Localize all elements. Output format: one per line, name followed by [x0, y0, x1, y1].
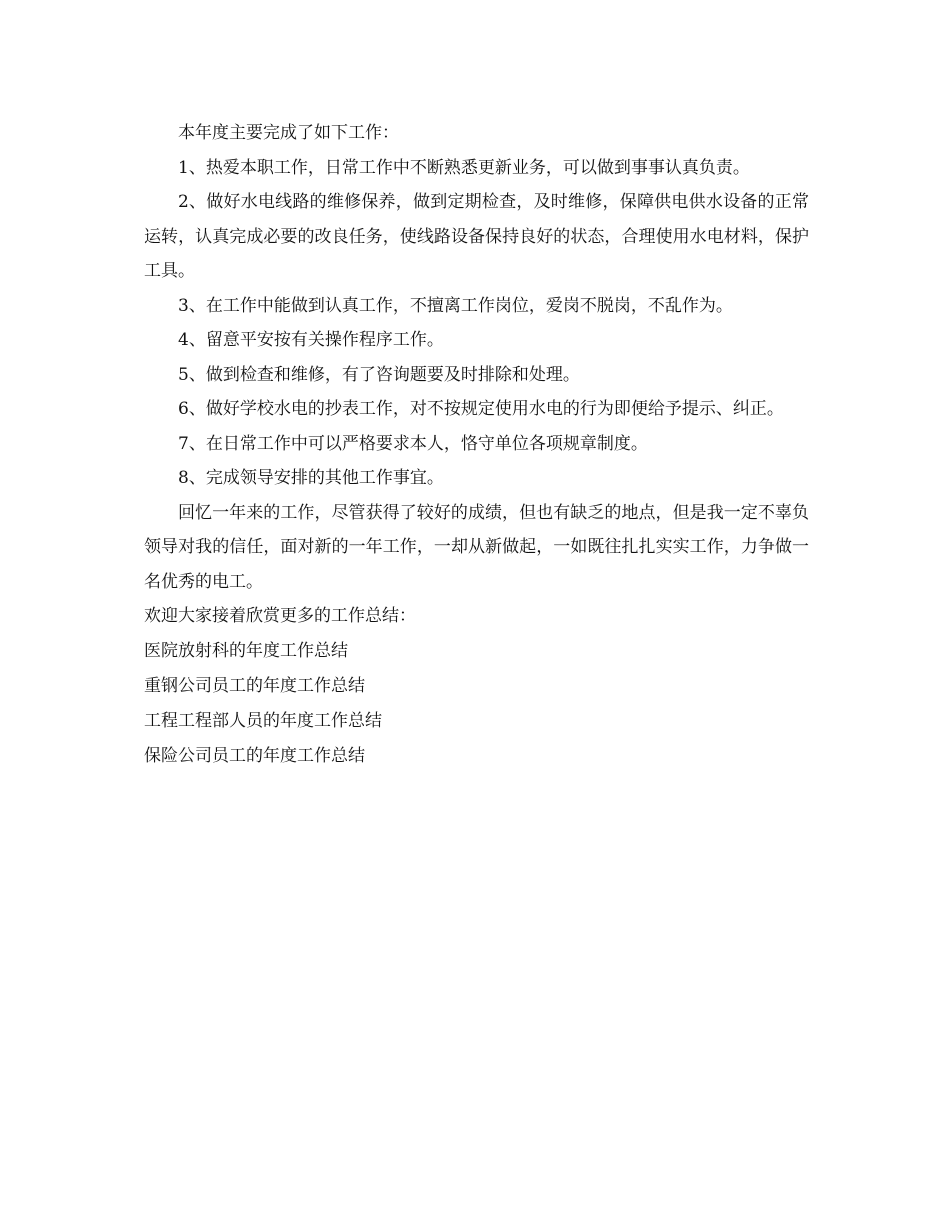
paragraph-item-3: 3、在工作中能做到认真工作，不擅离工作岗位，爱岗不脱岗，不乱作为。 [178, 295, 733, 316]
paragraph-item-1: 1、热爱本职工作，日常工作中不断熟悉更新业务，可以做到事事认真负责。 [178, 157, 750, 178]
paragraph-item-2: 2、做好水电线路的维修保养，做到定期检查，及时维修，保障供电供水设备的正常运转，认真完成必要的改良任务，使线路设备保持良好的状态，合理使用水电材料，保护工具。 [144, 192, 809, 281]
paragraph-item-7: 7、在日常工作中可以严格要求本人，恪守单位各项规章制度。 [178, 433, 648, 454]
paragraph-intro: 本年度主要完成了如下工作： [178, 123, 399, 143]
paragraph-item-4: 4、留意平安按有关操作程序工作。 [178, 330, 444, 350]
related-articles-intro: 欢迎大家接着欣赏更多的工作总结： [144, 606, 416, 626]
related-article-link[interactable]: 医院放射科的年度工作总结 [144, 641, 348, 661]
paragraph-item-8: 8、完成领导安排的其他工作事宜。 [178, 468, 444, 488]
paragraph-item-5: 5、做到检查和维修，有了咨询题要及时排除和处理。 [178, 364, 580, 385]
related-article-link[interactable]: 重钢公司员工的年度工作总结 [144, 676, 365, 696]
related-article-link[interactable]: 保险公司员工的年度工作总结 [144, 746, 365, 766]
paragraph-item-6: 6、做好学校水电的抄表工作，对不按规定使用水电的行为即便给予提示、纠正。 [178, 399, 784, 419]
paragraph-conclusion: 回忆一年来的工作，尽管获得了较好的成绩，但也有缺乏的地点，但是我一定不辜负领导对我的信任，面对新的一年工作，一却从新做起，一如既往扎扎实实工作，力争做一名优秀的电工。 [144, 502, 809, 592]
related-articles [144, 599, 809, 774]
document-body [144, 116, 809, 774]
related-article-link[interactable]: 工程工程部人员的年度工作总结 [144, 711, 382, 731]
